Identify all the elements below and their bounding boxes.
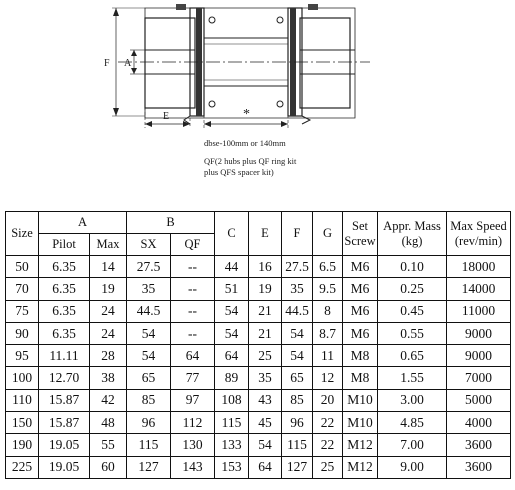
table-row: [6, 456, 511, 478]
table-cell: 127: [282, 456, 313, 478]
table-cell: M6: [343, 278, 378, 300]
header-g: G: [313, 212, 343, 256]
table-cell: 9.00: [378, 456, 447, 478]
table-cell: 25: [313, 456, 343, 478]
header-b-sx: SX: [127, 234, 171, 256]
header-speed: [447, 212, 511, 256]
table-cell: 9.5: [313, 278, 343, 300]
header-mass: [378, 212, 447, 256]
table-cell: 190: [6, 434, 39, 456]
table-cell: 48: [90, 412, 127, 434]
table-cell: 85: [127, 389, 171, 411]
table-cell: M8: [343, 345, 378, 367]
table-cell: 96: [127, 412, 171, 434]
table-row: [6, 389, 511, 411]
table-cell: M12: [343, 456, 378, 478]
table-cell: 24: [90, 300, 127, 322]
header-a: A: [39, 212, 127, 234]
table-cell: 38: [90, 367, 127, 389]
table-cell: 96: [282, 412, 313, 434]
header-a-max: Max: [90, 234, 127, 256]
table-cell: M12: [343, 434, 378, 456]
table-cell: --: [171, 300, 215, 322]
label-e: E: [163, 111, 170, 122]
table-cell: 50: [6, 256, 39, 278]
table-cell: M6: [343, 322, 378, 344]
table-row: [6, 256, 511, 278]
table-cell: 45: [249, 412, 282, 434]
table-cell: 133: [215, 434, 249, 456]
table-cell: 11.11: [39, 345, 90, 367]
table-cell: 9000: [447, 322, 511, 344]
table-cell: 110: [6, 389, 39, 411]
table-cell: 19.05: [39, 456, 90, 478]
header-mass-line1: Appr. Mass: [383, 218, 441, 233]
table-cell: M6: [343, 300, 378, 322]
table-cell: 16: [249, 256, 282, 278]
table-cell: 127: [127, 456, 171, 478]
table-cell: 21: [249, 300, 282, 322]
table-cell: 11000: [447, 300, 511, 322]
caption-kit-line1: QF(2 hubs plus QF ring kit: [204, 156, 297, 166]
header-set-screw: [343, 212, 378, 256]
table-cell: 70: [6, 278, 39, 300]
table-cell: 115: [282, 434, 313, 456]
table-cell: 97: [171, 389, 215, 411]
label-star: *: [243, 107, 250, 122]
table-cell: M10: [343, 389, 378, 411]
table-cell: 64: [215, 345, 249, 367]
table-cell: --: [171, 256, 215, 278]
table-row: [6, 412, 511, 434]
table-row: [6, 300, 511, 322]
table-cell: M6: [343, 256, 378, 278]
table-cell: 85: [282, 389, 313, 411]
table-cell: 115: [215, 412, 249, 434]
table-cell: 3600: [447, 434, 511, 456]
table-cell: 12.70: [39, 367, 90, 389]
table-cell: 54: [127, 322, 171, 344]
table-cell: 35: [127, 278, 171, 300]
table-cell: 60: [90, 456, 127, 478]
table-cell: 0.45: [378, 300, 447, 322]
table-body: [6, 256, 511, 479]
table-cell: 89: [215, 367, 249, 389]
table-cell: 54: [215, 300, 249, 322]
table-row: [6, 345, 511, 367]
table-cell: 54: [282, 322, 313, 344]
right-hub: [300, 18, 350, 108]
table-cell: 77: [171, 367, 215, 389]
table-cell: 11: [313, 345, 343, 367]
table-cell: 51: [215, 278, 249, 300]
table-cell: 7.00: [378, 434, 447, 456]
table-cell: 3.00: [378, 389, 447, 411]
table-cell: 64: [171, 345, 215, 367]
table-cell: 225: [6, 456, 39, 478]
table-cell: 54: [249, 434, 282, 456]
table-row: [6, 434, 511, 456]
table-cell: 27.5: [127, 256, 171, 278]
table-cell: --: [171, 322, 215, 344]
table-cell: 153: [215, 456, 249, 478]
header-c: C: [215, 212, 249, 256]
table-cell: 100: [6, 367, 39, 389]
table-cell: 19: [90, 278, 127, 300]
caption-bore: dbse-100mm or 140mm: [204, 138, 286, 148]
table-row: [6, 367, 511, 389]
table-cell: 28: [90, 345, 127, 367]
table-cell: 54: [215, 322, 249, 344]
header-set-screw-line2: Screw: [344, 233, 376, 248]
label-a: A: [124, 58, 132, 69]
table-cell: 18000: [447, 256, 511, 278]
table-cell: 21: [249, 322, 282, 344]
table-cell: 19.05: [39, 434, 90, 456]
table-row: [6, 278, 511, 300]
left-hub: [145, 18, 195, 108]
table-cell: 0.10: [378, 256, 447, 278]
table-cell: 108: [215, 389, 249, 411]
table-cell: 143: [171, 456, 215, 478]
table-cell: 6.5: [313, 256, 343, 278]
table-cell: 0.25: [378, 278, 447, 300]
specification-table: [5, 211, 511, 479]
table-cell: 4000: [447, 412, 511, 434]
table-cell: 14: [90, 256, 127, 278]
table-cell: 55: [90, 434, 127, 456]
header-set-screw-line1: Set: [352, 218, 368, 233]
table-cell: 112: [171, 412, 215, 434]
header-b-qf: QF: [171, 234, 215, 256]
table-cell: 42: [90, 389, 127, 411]
table-cell: 35: [249, 367, 282, 389]
table-cell: 54: [127, 345, 171, 367]
header-e: E: [249, 212, 282, 256]
table-cell: 44.5: [127, 300, 171, 322]
table-cell: 90: [6, 322, 39, 344]
table-cell: 35: [282, 278, 313, 300]
table-cell: 6.35: [39, 278, 90, 300]
table-cell: 12: [313, 367, 343, 389]
table-cell: 115: [127, 434, 171, 456]
caption-kit-line2: plus QFS spacer kit): [204, 167, 274, 177]
table-cell: 14000: [447, 278, 511, 300]
body-outline: [145, 8, 355, 118]
header-f: F: [282, 212, 313, 256]
table-cell: 6.35: [39, 300, 90, 322]
table-cell: 20: [313, 389, 343, 411]
table-cell: 65: [127, 367, 171, 389]
table-cell: 75: [6, 300, 39, 322]
label-f: F: [104, 58, 110, 69]
table-cell: 0.65: [378, 345, 447, 367]
header-a-pilot: Pilot: [39, 234, 90, 256]
table-cell: 4.85: [378, 412, 447, 434]
table-cell: 64: [249, 456, 282, 478]
table-cell: 8: [313, 300, 343, 322]
table-cell: 27.5: [282, 256, 313, 278]
table-cell: --: [171, 278, 215, 300]
table-cell: 44.5: [282, 300, 313, 322]
table-cell: 65: [282, 367, 313, 389]
table-cell: 7000: [447, 367, 511, 389]
table-cell: 44: [215, 256, 249, 278]
table-cell: 15.87: [39, 412, 90, 434]
table-cell: 1.55: [378, 367, 447, 389]
table-cell: 9000: [447, 345, 511, 367]
table-cell: 24: [90, 322, 127, 344]
table-cell: 130: [171, 434, 215, 456]
header-speed-line2: (rev/min): [454, 233, 503, 248]
table-cell: 150: [6, 412, 39, 434]
header-mass-line2: (kg): [401, 233, 423, 248]
table-cell: 6.35: [39, 322, 90, 344]
table-cell: 5000: [447, 389, 511, 411]
table-cell: 8.7: [313, 322, 343, 344]
table-cell: 22: [313, 412, 343, 434]
header-speed-line1: Max Speed: [450, 218, 507, 233]
table-cell: 95: [6, 345, 39, 367]
table-cell: 54: [282, 345, 313, 367]
table-cell: M10: [343, 412, 378, 434]
table-cell: 25: [249, 345, 282, 367]
table-cell: 6.35: [39, 256, 90, 278]
header-b: B: [127, 212, 215, 234]
table-cell: 43: [249, 389, 282, 411]
table-cell: 3600: [447, 456, 511, 478]
table-cell: M8: [343, 367, 378, 389]
table-row: [6, 322, 511, 344]
table-cell: 22: [313, 434, 343, 456]
table-cell: 0.55: [378, 322, 447, 344]
table-cell: 19: [249, 278, 282, 300]
header-size: Size: [6, 212, 39, 256]
table-cell: 15.87: [39, 389, 90, 411]
